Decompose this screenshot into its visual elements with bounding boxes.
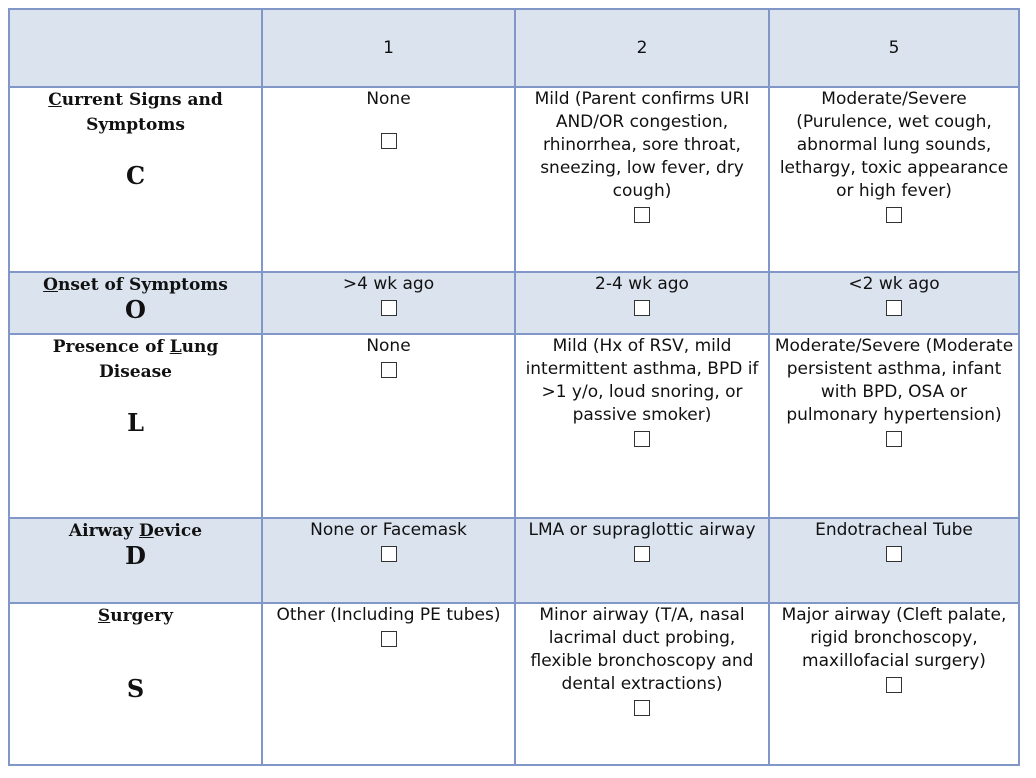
option-text: Minor airway (T/A, nasal lacrimal duct probing, flexible bronchoscopy and dental extractions)	[530, 605, 754, 694]
option-text: Major airway (Cleft palate, rigid bronchoscopy, maxillofacial surgery)	[781, 605, 1007, 671]
option-cell	[262, 518, 515, 603]
option-text: Moderate/Severe (Purulence, wet cough, abnormal lung sounds, lethargy, toxic appearance or high fever)	[779, 89, 1009, 201]
header-corner-cell	[9, 9, 262, 87]
option-cell	[515, 334, 769, 518]
option-cell	[262, 87, 515, 272]
row-label: Onset of Symptoms	[43, 275, 228, 295]
option-text: >4 wk ago	[342, 274, 435, 294]
option-text: <2 wk ago	[848, 274, 940, 294]
option-cell	[262, 272, 515, 334]
header-score-5: 5	[769, 9, 1019, 87]
row-label: Presence of Lung Disease	[52, 337, 219, 382]
checkbox[interactable]	[634, 546, 650, 562]
row-letter: D	[125, 541, 146, 570]
checkbox[interactable]	[634, 207, 650, 223]
checkbox[interactable]	[381, 362, 397, 378]
option-text: Mild (Parent confirms URI AND/OR congestion, rhinorrhea, sore throat, sneezing, low fever, dry cough)	[534, 89, 750, 201]
row-letter: S	[126, 674, 145, 703]
option-cell	[769, 518, 1019, 603]
row-onset	[9, 272, 1019, 334]
option-cell	[515, 87, 769, 272]
checkbox[interactable]	[886, 677, 902, 693]
option-cell	[769, 272, 1019, 334]
option-cell	[262, 603, 515, 765]
row-letter: L	[127, 408, 144, 437]
checkbox[interactable]	[886, 431, 902, 447]
row-label: Current Signs and Symptoms	[48, 90, 223, 135]
row-surgery	[9, 603, 1019, 765]
row-label-cell	[9, 603, 262, 765]
option-cell	[769, 334, 1019, 518]
checkbox[interactable]	[886, 300, 902, 316]
checkbox[interactable]	[634, 431, 650, 447]
option-text: Other (Including PE tubes)	[276, 605, 501, 625]
checkbox[interactable]	[381, 133, 397, 149]
option-text: 2-4 wk ago	[595, 274, 689, 294]
checkbox[interactable]	[634, 700, 650, 716]
option-text: Mild (Hx of RSV, mild intermittent asthma, BPD if >1 y/o, loud snoring, or passive smoker)	[525, 336, 759, 425]
option-cell	[262, 334, 515, 518]
option-text: None	[366, 336, 411, 356]
row-letter: O	[125, 295, 146, 324]
option-cell	[515, 518, 769, 603]
row-label: Airway Device	[68, 521, 203, 541]
row-label-cell	[9, 334, 262, 518]
header-row	[9, 9, 1019, 87]
option-cell	[515, 603, 769, 765]
option-text: None	[366, 89, 411, 109]
checkbox[interactable]	[381, 300, 397, 316]
option-text: Endotracheal Tube	[815, 520, 973, 540]
row-label-cell	[9, 87, 262, 272]
row-label-cell	[9, 272, 262, 334]
checkbox[interactable]	[381, 631, 397, 647]
row-airway-device	[9, 518, 1019, 603]
header-score-1: 1	[262, 9, 515, 87]
row-lung-disease	[9, 334, 1019, 518]
option-cell	[769, 87, 1019, 272]
option-text: Moderate/Severe (Moderate persistent asthma, infant with BPD, OSA or pulmonary hypertension)	[774, 336, 1014, 425]
option-text: None or Facemask	[310, 520, 467, 540]
row-label: Surgery	[97, 606, 174, 626]
checkbox[interactable]	[634, 300, 650, 316]
option-text: LMA or supraglottic airway	[528, 520, 756, 540]
row-label-cell	[9, 518, 262, 603]
cold-score-table	[8, 8, 1020, 766]
row-current-signs	[9, 87, 1019, 272]
checkbox[interactable]	[381, 546, 397, 562]
checkbox[interactable]	[886, 207, 902, 223]
row-letter: C	[125, 161, 146, 190]
header-score-2: 2	[515, 9, 769, 87]
option-cell	[515, 272, 769, 334]
checkbox[interactable]	[886, 546, 902, 562]
option-cell	[769, 603, 1019, 765]
